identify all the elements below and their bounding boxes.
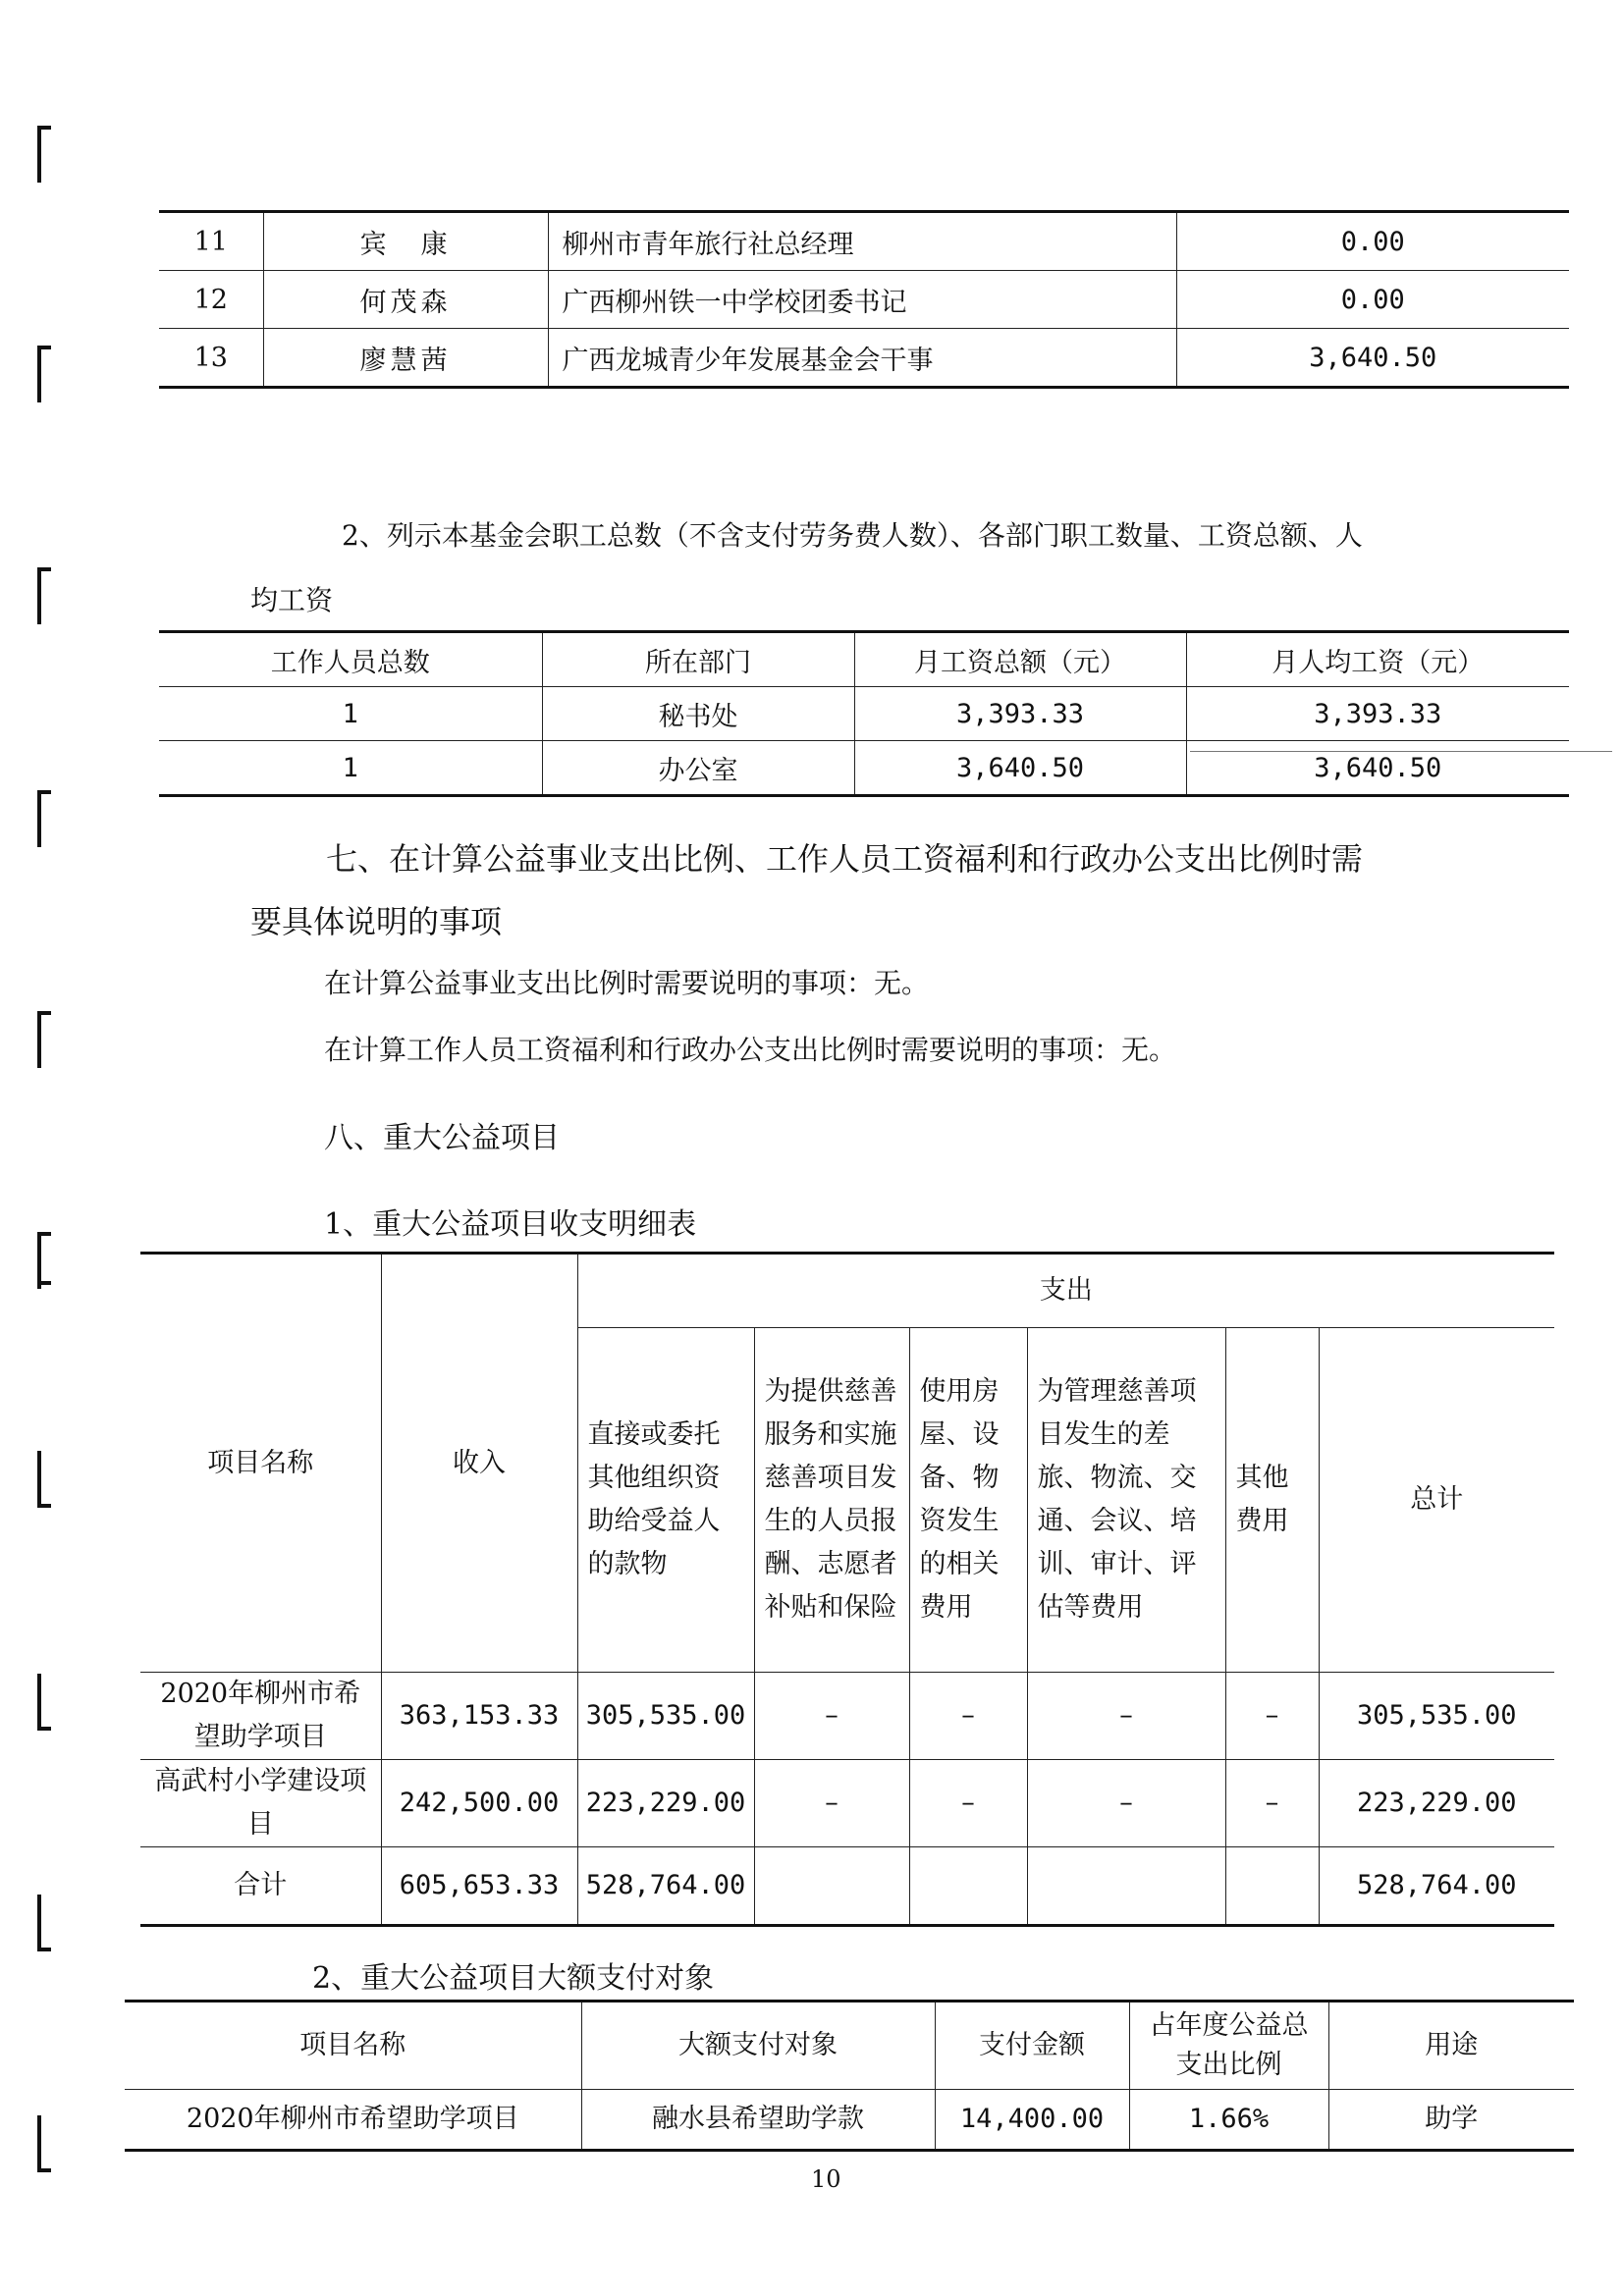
section8-sub1: 1、重大公益项目收支明细表 <box>324 1207 697 1242</box>
project-admin: – <box>1027 1760 1225 1847</box>
table-cell: 1.66% <box>1129 2090 1328 2151</box>
person-name: 何茂森 <box>263 271 548 329</box>
table-row <box>159 329 1569 388</box>
project-total: 305,535.00 <box>1319 1673 1554 1760</box>
table-header-row <box>159 632 1569 687</box>
project-name: 合计 <box>140 1847 381 1926</box>
project-income: 363,153.33 <box>381 1673 577 1760</box>
project-direct: 223,229.00 <box>577 1760 754 1847</box>
table-header-row <box>140 1254 1554 1328</box>
payment-table <box>125 2000 1574 2152</box>
column-header: 支付金额 <box>935 2002 1129 2090</box>
project-facility: – <box>909 1673 1027 1760</box>
project-direct: 528,764.00 <box>577 1847 754 1926</box>
project-other: – <box>1225 1673 1319 1760</box>
project-facility: – <box>909 1760 1027 1847</box>
table-cell: 3,640.50 <box>1186 741 1569 796</box>
project-income: 242,500.00 <box>381 1760 577 1847</box>
table-cell: 3,640.50 <box>854 741 1186 796</box>
project-table <box>140 1252 1554 1927</box>
column-header-admin: 为管理慈善项目发生的差旅、物流、交通、会议、培训、审计、评估等费用 <box>1027 1328 1225 1673</box>
project-total: 223,229.00 <box>1319 1760 1554 1847</box>
section7-title-line1: 七、在计算公益事业支出比例、工作人员工资福利和行政办公支出比例时需 <box>326 840 1364 878</box>
row-number: 12 <box>159 271 263 329</box>
table-cell: 助学 <box>1328 2090 1574 2151</box>
table-cell: 办公室 <box>542 741 854 796</box>
column-header: 大额支付对象 <box>581 2002 935 2090</box>
table-cell: 2020年柳州市希望助学项目 <box>125 2090 581 2151</box>
table-cell: 3,393.33 <box>854 687 1186 741</box>
column-header: 月人均工资（元） <box>1186 632 1569 687</box>
person-name: 廖慧茜 <box>263 329 548 388</box>
section2-line1: 2、列示本基金会职工总数（不含支付劳务费人数）、各部门职工数量、工资总额、人 <box>342 519 1363 552</box>
project-facility <box>909 1847 1027 1926</box>
binder-mark <box>37 2115 51 2172</box>
column-header: 项目名称 <box>125 2002 581 2090</box>
project-staff <box>754 1847 909 1926</box>
project-other <box>1225 1847 1319 1926</box>
table-row <box>125 2090 1574 2151</box>
section8-title: 八、重大公益项目 <box>324 1121 560 1155</box>
binder-mark <box>37 1451 51 1508</box>
project-name: 2020年柳州市希望助学项目 <box>140 1673 381 1760</box>
table-cell: 融水县希望助学款 <box>581 2090 935 2151</box>
project-staff: – <box>754 1673 909 1760</box>
table-row <box>159 687 1569 741</box>
column-header: 占年度公益总支出比例 <box>1129 2002 1328 2090</box>
project-staff: – <box>754 1760 909 1847</box>
table-row <box>140 1673 1554 1760</box>
page-number: 10 <box>811 2165 841 2193</box>
project-admin: – <box>1027 1673 1225 1760</box>
column-header-project-name: 项目名称 <box>140 1254 381 1673</box>
staff-table <box>159 210 1569 389</box>
column-header: 月工资总额（元） <box>854 632 1186 687</box>
binder-mark <box>37 346 51 402</box>
section7-note2: 在计算工作人员工资福利和行政办公支出比例时需要说明的事项：无。 <box>324 1034 1177 1066</box>
project-income: 605,653.33 <box>381 1847 577 1926</box>
table-row <box>159 741 1569 796</box>
table-row <box>159 212 1569 271</box>
person-position: 广西柳州铁一中学校团委书记 <box>548 271 1176 329</box>
column-header-other: 其他费用 <box>1225 1328 1319 1673</box>
column-header-staff: 为提供慈善服务和实施慈善项目发生的人员报酬、志愿者补贴和保险 <box>754 1328 909 1673</box>
section7-note1: 在计算公益事业支出比例时需要说明的事项：无。 <box>324 967 930 999</box>
project-total: 528,764.00 <box>1319 1847 1554 1926</box>
binder-mark <box>37 1232 51 1289</box>
column-header: 所在部门 <box>542 632 854 687</box>
project-admin <box>1027 1847 1225 1926</box>
column-header-total: 总计 <box>1319 1328 1554 1673</box>
section8-sub2: 2、重大公益项目大额支付对象 <box>312 1961 715 1996</box>
row-number: 13 <box>159 329 263 388</box>
person-amount: 3,640.50 <box>1176 329 1569 388</box>
table-cell: 1 <box>159 741 542 796</box>
table-header-row <box>125 2002 1574 2090</box>
binder-mark <box>37 1674 51 1731</box>
section2-line2: 均工资 <box>250 584 334 616</box>
salary-table <box>159 630 1569 797</box>
table-cell: 1 <box>159 687 542 741</box>
table-row <box>140 1760 1554 1847</box>
binder-mark <box>37 1895 51 1951</box>
binder-mark <box>37 790 51 847</box>
column-header-facility: 使用房屋、设备、物资发生的相关费用 <box>909 1328 1027 1673</box>
table-row <box>159 271 1569 329</box>
person-name: 宾 康 <box>263 212 548 271</box>
column-header: 工作人员总数 <box>159 632 542 687</box>
project-name: 高武村小学建设项目 <box>140 1760 381 1847</box>
project-direct: 305,535.00 <box>577 1673 754 1760</box>
table-cell: 3,393.33 <box>1186 687 1569 741</box>
project-other: – <box>1225 1760 1319 1847</box>
column-header-direct: 直接或委托其他组织资助给受益人的款物 <box>577 1328 754 1673</box>
table-cell: 秘书处 <box>542 687 854 741</box>
scan-line <box>1190 751 1612 752</box>
row-number: 11 <box>159 212 263 271</box>
binder-mark <box>37 126 51 183</box>
binder-mark <box>37 567 51 624</box>
column-header-expense: 支出 <box>577 1254 1554 1328</box>
person-position: 广西龙城青少年发展基金会干事 <box>548 329 1176 388</box>
column-header-income: 收入 <box>381 1254 577 1673</box>
person-position: 柳州市青年旅行社总经理 <box>548 212 1176 271</box>
person-amount: 0.00 <box>1176 271 1569 329</box>
binder-mark <box>37 1011 51 1068</box>
column-header: 用途 <box>1328 2002 1574 2090</box>
table-cell: 14,400.00 <box>935 2090 1129 2151</box>
table-row-total <box>140 1847 1554 1926</box>
person-amount: 0.00 <box>1176 212 1569 271</box>
section7-title-line2: 要具体说明的事项 <box>250 903 503 940</box>
